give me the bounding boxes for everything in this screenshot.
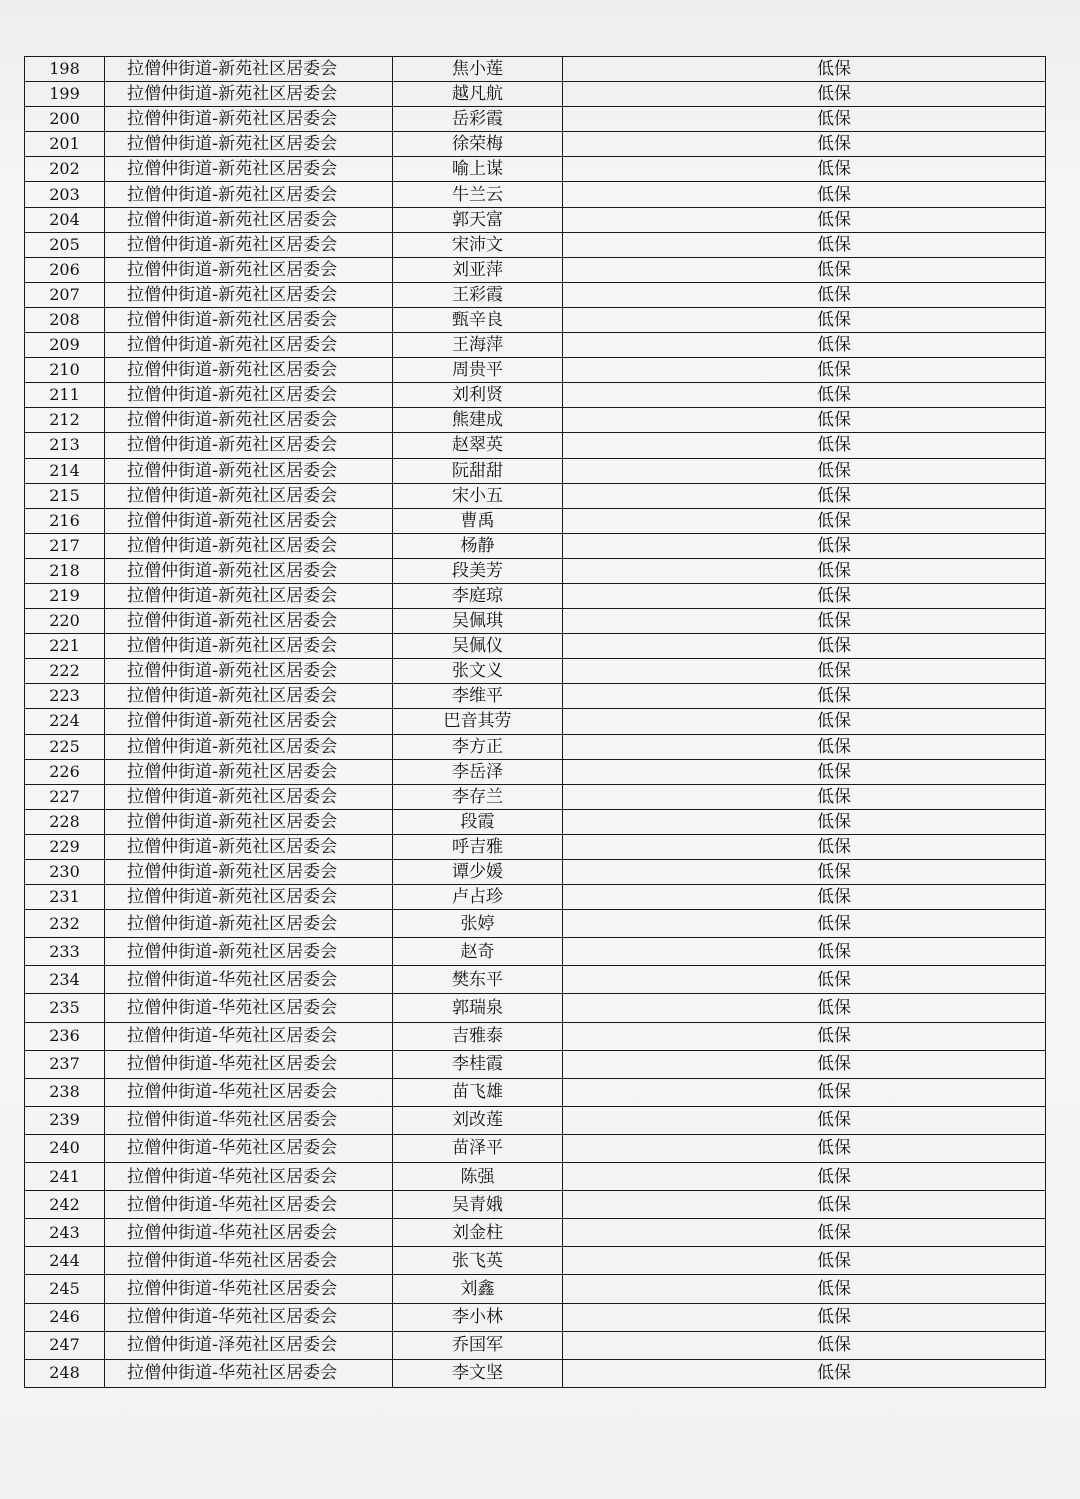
row-number: 221 (25, 634, 105, 659)
table-row (25, 232, 1046, 257)
row-number: 214 (25, 458, 105, 483)
table-row (25, 784, 1046, 809)
row-unit: 拉僧仲街道-华苑社区居委会 (105, 1247, 393, 1275)
row-assistance-type: 低保 (563, 307, 1046, 332)
row-assistance-type: 低保 (563, 634, 1046, 659)
row-name: 张飞英 (393, 1247, 563, 1275)
row-name: 宋沛文 (393, 232, 563, 257)
row-name: 张婷 (393, 910, 563, 938)
row-unit: 拉僧仲街道-华苑社区居委会 (105, 1219, 393, 1247)
table-row (25, 1247, 1046, 1275)
row-unit: 拉僧仲街道-新苑社区居委会 (105, 232, 393, 257)
table-row (25, 1078, 1046, 1106)
row-assistance-type: 低保 (563, 1078, 1046, 1106)
row-assistance-type: 低保 (563, 1247, 1046, 1275)
row-unit: 拉僧仲街道-新苑社区居委会 (105, 533, 393, 558)
row-assistance-type: 低保 (563, 834, 1046, 859)
table-row (25, 634, 1046, 659)
table-row (25, 383, 1046, 408)
row-unit: 拉僧仲街道-新苑社区居委会 (105, 860, 393, 885)
row-number: 211 (25, 383, 105, 408)
row-name: 郭瑞泉 (393, 994, 563, 1022)
row-name: 段霞 (393, 809, 563, 834)
table-row (25, 558, 1046, 583)
table-row (25, 433, 1046, 458)
row-unit: 拉僧仲街道-新苑社区居委会 (105, 358, 393, 383)
row-assistance-type: 低保 (563, 938, 1046, 966)
row-number: 219 (25, 583, 105, 608)
row-unit: 拉僧仲街道-华苑社区居委会 (105, 1078, 393, 1106)
row-name: 杨静 (393, 533, 563, 558)
row-unit: 拉僧仲街道-新苑社区居委会 (105, 759, 393, 784)
row-number: 204 (25, 207, 105, 232)
row-name: 李小林 (393, 1303, 563, 1331)
row-name: 吴青娥 (393, 1191, 563, 1219)
row-unit: 拉僧仲街道-华苑社区居委会 (105, 1359, 393, 1387)
row-number: 232 (25, 910, 105, 938)
row-number: 235 (25, 994, 105, 1022)
row-number: 244 (25, 1247, 105, 1275)
row-name: 熊建成 (393, 408, 563, 433)
row-number: 215 (25, 483, 105, 508)
table-row (25, 508, 1046, 533)
row-name: 喻上谋 (393, 157, 563, 182)
row-name: 谭少媛 (393, 860, 563, 885)
row-name: 牛兰云 (393, 182, 563, 207)
row-assistance-type: 低保 (563, 282, 1046, 307)
row-number: 202 (25, 157, 105, 182)
row-name: 刘金柱 (393, 1219, 563, 1247)
row-unit: 拉僧仲街道-新苑社区居委会 (105, 709, 393, 734)
row-name: 甄辛良 (393, 307, 563, 332)
row-assistance-type: 低保 (563, 734, 1046, 759)
row-name: 段美芳 (393, 558, 563, 583)
row-assistance-type: 低保 (563, 1359, 1046, 1387)
table-row (25, 483, 1046, 508)
table-body (25, 57, 1046, 1388)
table-row (25, 860, 1046, 885)
row-assistance-type: 低保 (563, 383, 1046, 408)
row-assistance-type: 低保 (563, 408, 1046, 433)
row-unit: 拉僧仲街道-新苑社区居委会 (105, 784, 393, 809)
row-name: 吴佩仪 (393, 634, 563, 659)
row-number: 200 (25, 107, 105, 132)
row-unit: 拉僧仲街道-新苑社区居委会 (105, 684, 393, 709)
row-assistance-type: 低保 (563, 458, 1046, 483)
row-assistance-type: 低保 (563, 1219, 1046, 1247)
table-row (25, 1191, 1046, 1219)
row-unit: 拉僧仲街道-新苑社区居委会 (105, 734, 393, 759)
row-number: 206 (25, 257, 105, 282)
row-assistance-type: 低保 (563, 1163, 1046, 1191)
table-row (25, 609, 1046, 634)
table-row (25, 1303, 1046, 1331)
row-assistance-type: 低保 (563, 157, 1046, 182)
row-unit: 拉僧仲街道-新苑社区居委会 (105, 659, 393, 684)
row-assistance-type: 低保 (563, 994, 1046, 1022)
row-number: 199 (25, 82, 105, 107)
row-assistance-type: 低保 (563, 1022, 1046, 1050)
table-row (25, 333, 1046, 358)
row-assistance-type: 低保 (563, 1106, 1046, 1134)
row-assistance-type: 低保 (563, 533, 1046, 558)
row-name: 苗飞雄 (393, 1078, 563, 1106)
row-number: 245 (25, 1275, 105, 1303)
table-row (25, 809, 1046, 834)
row-unit: 拉僧仲街道-新苑社区居委会 (105, 182, 393, 207)
row-name: 刘鑫 (393, 1275, 563, 1303)
row-name: 苗泽平 (393, 1134, 563, 1162)
row-name: 郭天富 (393, 207, 563, 232)
row-unit: 拉僧仲街道-新苑社区居委会 (105, 938, 393, 966)
row-unit: 拉僧仲街道-新苑社区居委会 (105, 634, 393, 659)
row-number: 220 (25, 609, 105, 634)
row-unit: 拉僧仲街道-新苑社区居委会 (105, 307, 393, 332)
row-assistance-type: 低保 (563, 809, 1046, 834)
row-number: 231 (25, 885, 105, 910)
row-unit: 拉僧仲街道-新苑社区居委会 (105, 383, 393, 408)
row-name: 刘亚萍 (393, 257, 563, 282)
row-number: 238 (25, 1078, 105, 1106)
roster-sheet (24, 56, 1046, 1388)
row-assistance-type: 低保 (563, 107, 1046, 132)
table-row (25, 583, 1046, 608)
row-name: 呼吉雅 (393, 834, 563, 859)
table-row (25, 759, 1046, 784)
row-number: 239 (25, 1106, 105, 1134)
row-number: 248 (25, 1359, 105, 1387)
row-assistance-type: 低保 (563, 508, 1046, 533)
row-unit: 拉僧仲街道-新苑社区居委会 (105, 433, 393, 458)
row-unit: 拉僧仲街道-新苑社区居委会 (105, 82, 393, 107)
table-row (25, 182, 1046, 207)
row-unit: 拉僧仲街道-新苑社区居委会 (105, 609, 393, 634)
table-row (25, 910, 1046, 938)
row-name: 阮甜甜 (393, 458, 563, 483)
row-number: 241 (25, 1163, 105, 1191)
row-name: 李庭琼 (393, 583, 563, 608)
row-number: 240 (25, 1134, 105, 1162)
table-row (25, 684, 1046, 709)
row-unit: 拉僧仲街道-新苑社区居委会 (105, 157, 393, 182)
table-row (25, 1359, 1046, 1387)
table-row (25, 282, 1046, 307)
row-unit: 拉僧仲街道-新苑社区居委会 (105, 809, 393, 834)
row-name: 李存兰 (393, 784, 563, 809)
table-row (25, 533, 1046, 558)
row-name: 王海萍 (393, 333, 563, 358)
row-assistance-type: 低保 (563, 182, 1046, 207)
row-unit: 拉僧仲街道-华苑社区居委会 (105, 1106, 393, 1134)
row-assistance-type: 低保 (563, 759, 1046, 784)
row-unit: 拉僧仲街道-华苑社区居委会 (105, 1303, 393, 1331)
row-number: 237 (25, 1050, 105, 1078)
row-number: 230 (25, 860, 105, 885)
row-assistance-type: 低保 (563, 207, 1046, 232)
row-assistance-type: 低保 (563, 257, 1046, 282)
row-assistance-type: 低保 (563, 784, 1046, 809)
row-number: 236 (25, 1022, 105, 1050)
row-assistance-type: 低保 (563, 232, 1046, 257)
row-unit: 拉僧仲街道-新苑社区居委会 (105, 57, 393, 82)
row-assistance-type: 低保 (563, 885, 1046, 910)
row-number: 205 (25, 232, 105, 257)
row-number: 223 (25, 684, 105, 709)
row-number: 224 (25, 709, 105, 734)
row-assistance-type: 低保 (563, 860, 1046, 885)
row-number: 246 (25, 1303, 105, 1331)
row-unit: 拉僧仲街道-新苑社区居委会 (105, 282, 393, 307)
table-row (25, 358, 1046, 383)
row-unit: 拉僧仲街道-华苑社区居委会 (105, 1191, 393, 1219)
row-unit: 拉僧仲街道-新苑社区居委会 (105, 132, 393, 157)
row-number: 208 (25, 307, 105, 332)
row-unit: 拉僧仲街道-新苑社区居委会 (105, 483, 393, 508)
row-assistance-type: 低保 (563, 910, 1046, 938)
row-assistance-type: 低保 (563, 1191, 1046, 1219)
row-assistance-type: 低保 (563, 483, 1046, 508)
row-name: 周贵平 (393, 358, 563, 383)
row-assistance-type: 低保 (563, 358, 1046, 383)
row-unit: 拉僧仲街道-华苑社区居委会 (105, 994, 393, 1022)
table-row (25, 57, 1046, 82)
row-name: 焦小莲 (393, 57, 563, 82)
table-row (25, 734, 1046, 759)
row-number: 216 (25, 508, 105, 533)
row-unit: 拉僧仲街道-华苑社区居委会 (105, 1275, 393, 1303)
row-name: 刘利贤 (393, 383, 563, 408)
row-unit: 拉僧仲街道-新苑社区居委会 (105, 458, 393, 483)
row-name: 宋小五 (393, 483, 563, 508)
row-name: 卢占珍 (393, 885, 563, 910)
row-unit: 拉僧仲街道-新苑社区居委会 (105, 910, 393, 938)
row-name: 王彩霞 (393, 282, 563, 307)
row-unit: 拉僧仲街道-新苑社区居委会 (105, 583, 393, 608)
table-row (25, 207, 1046, 232)
row-assistance-type: 低保 (563, 684, 1046, 709)
row-assistance-type: 低保 (563, 1134, 1046, 1162)
table-row (25, 834, 1046, 859)
row-number: 209 (25, 333, 105, 358)
row-number: 243 (25, 1219, 105, 1247)
row-assistance-type: 低保 (563, 57, 1046, 82)
row-assistance-type: 低保 (563, 82, 1046, 107)
row-unit: 拉僧仲街道-新苑社区居委会 (105, 508, 393, 533)
row-number: 201 (25, 132, 105, 157)
row-unit: 拉僧仲街道-新苑社区居委会 (105, 333, 393, 358)
row-name: 赵奇 (393, 938, 563, 966)
row-name: 乔国军 (393, 1331, 563, 1359)
row-unit: 拉僧仲街道-新苑社区居委会 (105, 107, 393, 132)
row-unit: 拉僧仲街道-新苑社区居委会 (105, 408, 393, 433)
row-assistance-type: 低保 (563, 1275, 1046, 1303)
table-row (25, 885, 1046, 910)
row-assistance-type: 低保 (563, 1331, 1046, 1359)
table-row (25, 1163, 1046, 1191)
table-row (25, 458, 1046, 483)
row-assistance-type: 低保 (563, 433, 1046, 458)
table-row (25, 1331, 1046, 1359)
table-row (25, 1219, 1046, 1247)
row-number: 207 (25, 282, 105, 307)
table-row (25, 1106, 1046, 1134)
row-unit: 拉僧仲街道-华苑社区居委会 (105, 966, 393, 994)
row-unit: 拉僧仲街道-新苑社区居委会 (105, 207, 393, 232)
row-assistance-type: 低保 (563, 1050, 1046, 1078)
row-name: 刘改莲 (393, 1106, 563, 1134)
table-row (25, 82, 1046, 107)
table-row (25, 257, 1046, 282)
row-name: 徐荣梅 (393, 132, 563, 157)
table-row (25, 307, 1046, 332)
row-number: 247 (25, 1331, 105, 1359)
row-assistance-type: 低保 (563, 709, 1046, 734)
row-number: 229 (25, 834, 105, 859)
table-row (25, 107, 1046, 132)
table-row (25, 709, 1046, 734)
row-number: 217 (25, 533, 105, 558)
row-number: 203 (25, 182, 105, 207)
table-row (25, 408, 1046, 433)
row-assistance-type: 低保 (563, 966, 1046, 994)
row-number: 242 (25, 1191, 105, 1219)
row-unit: 拉僧仲街道-泽苑社区居委会 (105, 1331, 393, 1359)
table-row (25, 659, 1046, 684)
table-row (25, 1275, 1046, 1303)
row-number: 234 (25, 966, 105, 994)
row-number: 213 (25, 433, 105, 458)
row-name: 吉雅泰 (393, 1022, 563, 1050)
row-name: 赵翠英 (393, 433, 563, 458)
table-row (25, 132, 1046, 157)
table-row (25, 1134, 1046, 1162)
row-unit: 拉僧仲街道-华苑社区居委会 (105, 1022, 393, 1050)
row-name: 李文坚 (393, 1359, 563, 1387)
beneficiary-table (24, 56, 1046, 1388)
row-name: 李岳泽 (393, 759, 563, 784)
row-name: 李方正 (393, 734, 563, 759)
row-unit: 拉僧仲街道-华苑社区居委会 (105, 1163, 393, 1191)
row-name: 樊东平 (393, 966, 563, 994)
row-assistance-type: 低保 (563, 583, 1046, 608)
row-number: 225 (25, 734, 105, 759)
row-number: 228 (25, 809, 105, 834)
row-assistance-type: 低保 (563, 132, 1046, 157)
row-name: 岳彩霞 (393, 107, 563, 132)
table-row (25, 1050, 1046, 1078)
row-name: 李桂霞 (393, 1050, 563, 1078)
row-name: 巴音其劳 (393, 709, 563, 734)
row-unit: 拉僧仲街道-新苑社区居委会 (105, 834, 393, 859)
row-number: 198 (25, 57, 105, 82)
row-name: 吴佩琪 (393, 609, 563, 634)
row-name: 曹禹 (393, 508, 563, 533)
row-unit: 拉僧仲街道-新苑社区居委会 (105, 558, 393, 583)
row-assistance-type: 低保 (563, 609, 1046, 634)
row-assistance-type: 低保 (563, 659, 1046, 684)
row-number: 226 (25, 759, 105, 784)
row-number: 212 (25, 408, 105, 433)
row-number: 227 (25, 784, 105, 809)
table-row (25, 938, 1046, 966)
table-row (25, 1022, 1046, 1050)
row-name: 张文义 (393, 659, 563, 684)
row-name: 越凡航 (393, 82, 563, 107)
row-name: 李维平 (393, 684, 563, 709)
row-assistance-type: 低保 (563, 1303, 1046, 1331)
row-number: 218 (25, 558, 105, 583)
row-assistance-type: 低保 (563, 558, 1046, 583)
row-number: 222 (25, 659, 105, 684)
row-unit: 拉僧仲街道-新苑社区居委会 (105, 257, 393, 282)
row-number: 210 (25, 358, 105, 383)
table-row (25, 966, 1046, 994)
row-unit: 拉僧仲街道-新苑社区居委会 (105, 885, 393, 910)
row-unit: 拉僧仲街道-华苑社区居委会 (105, 1050, 393, 1078)
row-name: 陈强 (393, 1163, 563, 1191)
table-row (25, 157, 1046, 182)
row-unit: 拉僧仲街道-华苑社区居委会 (105, 1134, 393, 1162)
row-assistance-type: 低保 (563, 333, 1046, 358)
table-row (25, 994, 1046, 1022)
row-number: 233 (25, 938, 105, 966)
